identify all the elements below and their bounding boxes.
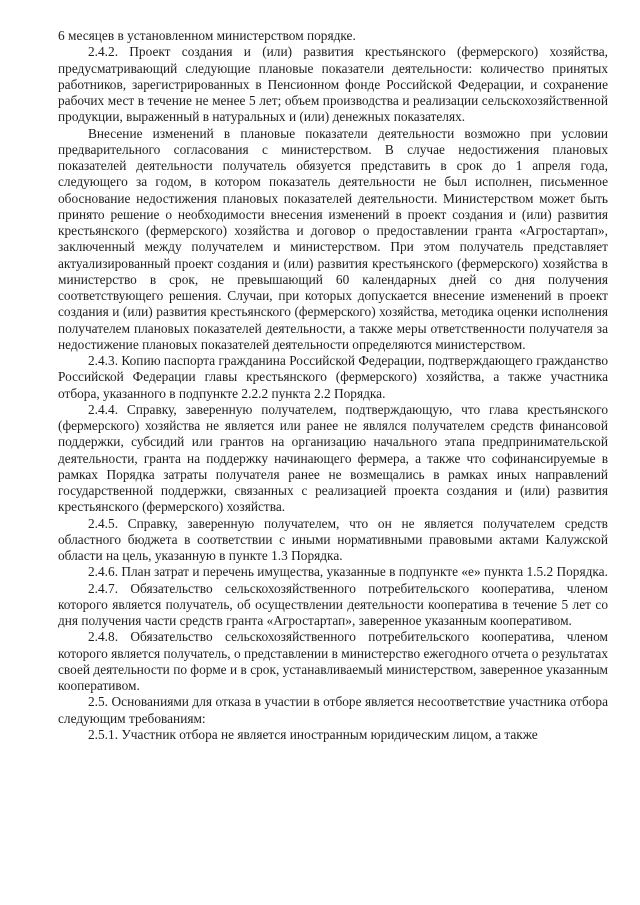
paragraph-2-4-4: 2.4.4. Справку, заверенную получателем, подтверждающую, что глава крестьянского (фермерского) хозяйства не является или ранее не являлся получателем средств финансовой поддержки, субсидий или грантов на организацию начального этапа предпринимательской деятельности, гранта на поддержку начинающего фермера, а также что софинансируемые в рамках Порядка затраты получателя ранее не возмещались в рамках иных направлений государственной поддержки, связанных с реализацией проекта создания и (или) развития крестьянского (фермерского) хозяйства.: [58, 401, 608, 515]
paragraph-2-4-8: 2.4.8. Обязательство сельскохозяйственного потребительского кооператива, членом которого является получатель, о представлении в министерство ежегодного отчета о результатах своей деятельности по форме и в срок, устанавливаемый министерством, заверенное указанным кооперативом.: [58, 629, 608, 693]
paragraph-2-5: 2.5. Основаниями для отказа в участии в отборе является несоответствие участника отбора следующим требованиям:: [58, 694, 608, 726]
paragraph-2-4-2: 2.4.2. Проект создания и (или) развития крестьянского (фермерского) хозяйства, предусматривающий следующие плановые показатели деятельности: количество принятых работников, зарегистрированных в Пенсионном фонде Российской Федерации, и сохранение рабочих мест в течение не менее 5 лет; объем производства и реализации сельскохозяйственной продукции, выраженный в натуральных и (или) денежных показателях.: [58, 44, 608, 125]
paragraph-2-4-7: 2.4.7. Обязательство сельскохозяйственного потребительского кооператива, членом которого является получатель, об осуществлении деятельности кооператива в течение 5 лет со дня получения части средств гранта «Агростартап», заверенное указанным кооперативом.: [58, 580, 608, 628]
paragraph-planned-indicators-changes: Внесение изменений в плановые показатели деятельности возможно при условии предварительного согласования с министерством. В случае недостижения плановых показателей деятельности получатель обязуется представить в срок до 1 апреля года, следующего за годом, в котором показатель деятельности не был исполнен, письменное обоснование недостижения плановых показателей деятельности. Министерством может быть принято решение о необходимости внесения изменений в проект создания и (или) развития крестьянского (фермерского) хозяйства и договор о предоставлении гранта «Агростартап», заключенный между получателем и министерством. При этом получатель представляет актуализированный проект создания и (или) развития крестьянского (фермерского) хозяйства в министерство в срок, не превышающий 60 календарных дней со дня получения соответствующего решения. Случаи, при которых допускается внесение изменений в проект создания и (или) развития крестьянского (фермерского) хозяйства, методика оценки исполнения получателем плановых показателей деятельности, а также меры ответственности получателя за недостижение плановых показателей деятельности определяются министерством.: [58, 125, 608, 352]
paragraph-2-4-5: 2.4.5. Справку, заверенную получателем, что он не является получателем средств областного бюджета в соответствии с иными нормативными правовыми актами Калужской области на цель, указанную в пункте 1.3 Порядка.: [58, 515, 608, 563]
paragraph-continuation: 6 месяцев в установленном министерством порядке.: [58, 28, 356, 43]
paragraph-2-4-3: 2.4.3. Копию паспорта гражданина Российской Федерации, подтверждающего гражданство Российской Федерации главы крестьянского (фермерского) хозяйства, а также участника отбора, указанного в подпункте 2.2.2 пункта 2.2 Порядка.: [58, 353, 608, 401]
paragraph-2-4-6: 2.4.6. План затрат и перечень имущества, указанные в подпункте «е» пункта 1.5.2 Порядка.: [88, 564, 608, 580]
paragraph-2-5-1: 2.5.1. Участник отбора не является иностранным юридическим лицом, а также: [88, 726, 538, 742]
